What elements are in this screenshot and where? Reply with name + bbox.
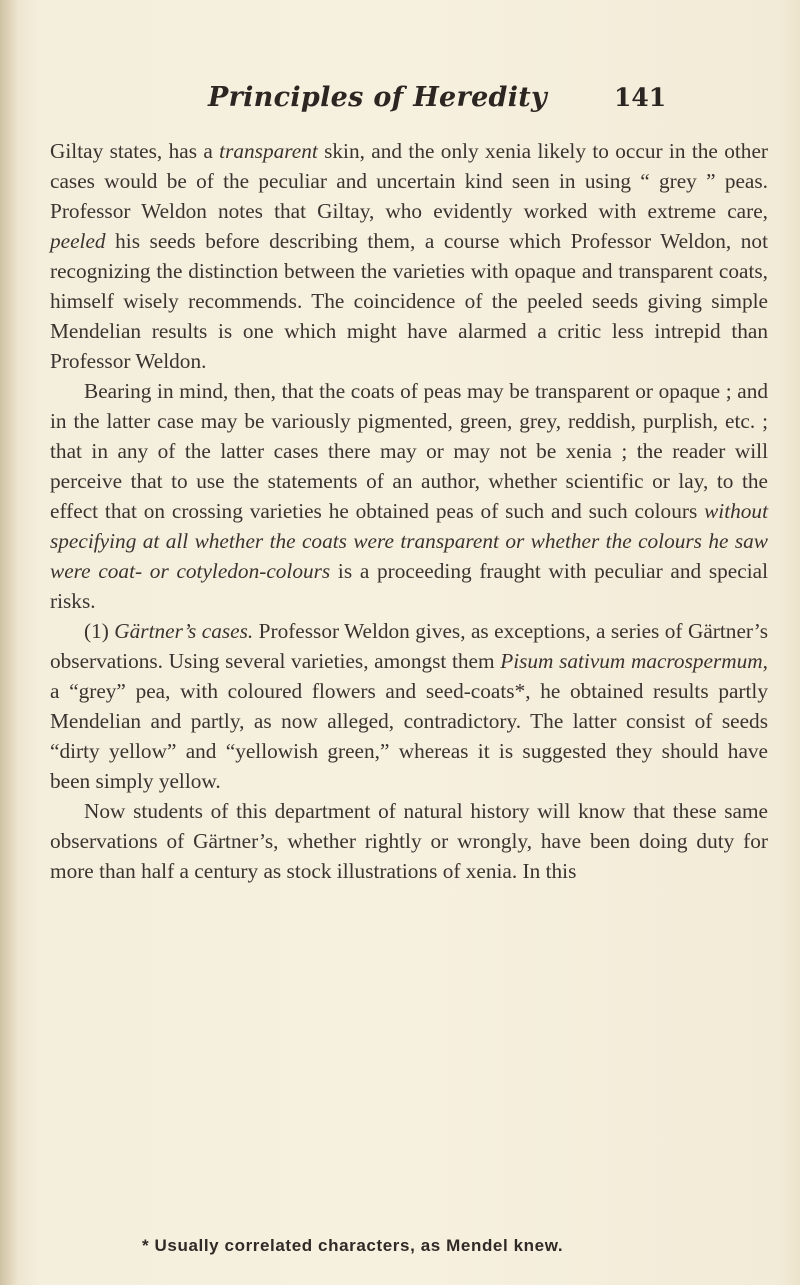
text-run: , a “grey” pea, with coloured flowers and seed-coats*, he obtained results partly Mendelian and partly, as now alleged, contradictory. The latter consist of seeds “dirty yellow” and “yellowish green,” whereas it is suggested they should have been simply yellow. — [50, 649, 768, 793]
text-run: Giltay states, has a — [50, 139, 220, 163]
text-run: Bearing in mind, then, that the coats of peas may be transparent or opaque ; and in the latter case may be variously pigmented, green, grey, reddish, purplish, etc. ; that in any of the latter cases there may or may not be xenia ; the reader will perceive that to use the statements of an author, whether scientific or lay, to the effect that on crossing varieties he obtained peas of such and such colours — [50, 379, 768, 523]
body-text — [50, 136, 768, 886]
italic-text: transparent — [219, 139, 318, 163]
text-run: skin, and the only xenia likely to occur in the other cases would be of the peculiar and uncertain kind seen in using “ grey ” peas. Professor Weldon notes that Giltay, who evidently worked with extreme care, — [50, 139, 768, 223]
page-header — [0, 82, 800, 122]
paragraph — [50, 616, 768, 796]
running-title: Principles of Heredity — [208, 82, 548, 113]
text-run: is a proceeding fraught with peculiar and special risks. — [50, 559, 769, 613]
page-number: 141 — [614, 83, 667, 112]
text-run: Professor Weldon gives, as exceptions, a series of Gärtner’s observations. Using several varieties, amongst them — [50, 619, 768, 673]
paragraph — [50, 376, 768, 616]
italic-text: peeled — [50, 229, 106, 253]
paragraph — [50, 136, 768, 376]
italic-text: Gärtner’s cases. — [114, 619, 254, 643]
paragraph — [50, 796, 768, 886]
italic-text: Pisum sativum macrospermum — [500, 649, 763, 673]
text-run: (1) — [84, 619, 115, 643]
text-run: Now students of this department of natural history will know that these same observations of Gärtner’s, whether rightly or wrongly, have been doing duty for more than half a century as stock illustrations of xenia. In this — [50, 799, 768, 883]
binding-shadow — [0, 0, 18, 1285]
text-run: his seeds before describing them, a course which Professor Weldon, not recognizing the distinction between the varieties with opaque and transparent coats, himself wisely recommends. The coincidence of the peeled seeds giving simple Mendelian results is one which might have alarmed a critic less intrepid than Professor Weldon. — [50, 229, 768, 373]
footnote: * Usually correlated characters, as Mendel knew. — [142, 1236, 564, 1255]
italic-text: without specifying at all whether the coats were transparent or whether the colours he saw were coat- or cotyledon-colours — [50, 499, 768, 583]
